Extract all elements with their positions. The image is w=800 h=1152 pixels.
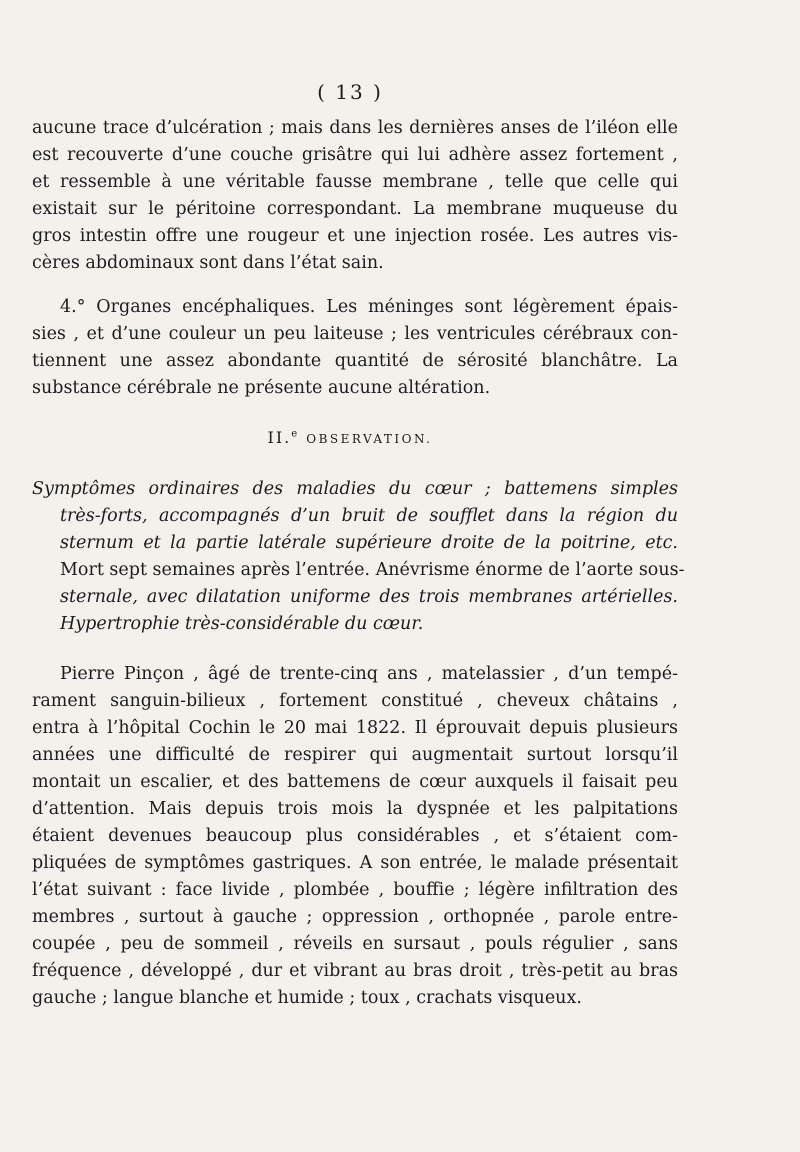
paragraph-line: entra à l’hôpital Cochin le 20 mai 1822. Il éprouvait depuis plusieurs <box>32 718 678 738</box>
section-heading <box>0 428 700 447</box>
paragraph-line: rament sanguin-bilieux , fortement constitué , cheveux châtains , <box>32 691 678 711</box>
summary-line: sternale, avec dilatation uniforme des trois membranes artérielles. <box>60 587 678 607</box>
paragraph-line: sies , et d’une couleur un peu laiteuse ; les ventricules cérébraux con- <box>32 324 678 344</box>
paragraph-line: étaient devenues beaucoup plus considérables , et s’étaient com- <box>32 826 678 846</box>
paragraph-line: 4.° Organes encéphaliques. Les méninges sont légèrement épais- <box>60 297 678 317</box>
section-numeral: II. <box>267 428 292 447</box>
paragraph-line: tiennent une assez abondante quantité de sérosité blanchâtre. La <box>32 351 678 371</box>
page-number: ( 13 ) <box>317 80 383 104</box>
paragraph-line: l’état suivant : face livide , plombée , bouffie ; légère infiltration des <box>32 880 678 900</box>
paragraph-line: Pierre Pinçon , âgé de trente-cinq ans , matelassier , d’un tempé- <box>60 664 678 684</box>
paragraph-line: existait sur le péritoine correspondant. La membrane muqueuse du <box>32 199 678 219</box>
summary-line: sternum et la partie latérale supérieure droite de la poitrine, etc. <box>60 533 678 553</box>
paragraph-line: gauche ; langue blanche et humide ; toux , crachats visqueux. <box>32 988 582 1008</box>
paragraph-line: pliquées de symptômes gastriques. A son entrée, le malade présentait <box>32 853 678 873</box>
paragraph-line: fréquence , développé , dur et vibrant au bras droit , très-petit au bras <box>32 961 678 981</box>
paragraph-line: aucune trace d’ulcération ; mais dans les dernières anses de l’iléon elle <box>32 118 678 138</box>
section-word: OBSERVATION. <box>306 432 433 446</box>
section-numeral-suffix: e <box>291 428 300 440</box>
paragraph-line: montait un escalier, et des battemens de cœur auxquels il faisait peu <box>32 772 678 792</box>
paragraph-line: membres , surtout à gauche ; oppression , orthopnée , parole entre- <box>32 907 678 927</box>
paragraph-line: substance cérébrale ne présente aucune altération. <box>32 378 491 398</box>
paragraph-line: cères abdominaux sont dans l’état sain. <box>32 253 384 273</box>
paragraph-line: d’attention. Mais depuis trois mois la dyspnée et les palpitations <box>32 799 678 819</box>
summary-line: très-forts, accompagnés d’un bruit de soufflet dans la région du <box>60 506 678 526</box>
paragraph-line: est recouverte d’une couche grisâtre qui lui adhère assez fortement , <box>32 145 678 165</box>
summary-line: Hypertrophie très-considérable du cœur. <box>60 614 424 634</box>
paragraph-line: gros intestin offre une rougeur et une injection rosée. Les autres vis- <box>32 226 678 246</box>
paragraph-line: et ressemble à une véritable fausse membrane , telle que celle qui <box>32 172 678 192</box>
summary-line: Mort sept semaines après l’entrée. Anévrisme énorme de l’aorte sous- <box>60 560 685 580</box>
paragraph-line: années une difficulté de respirer qui augmentait surtout lorsqu’il <box>32 745 678 765</box>
summary-line: Symptômes ordinaires des maladies du cœur ; battemens simples <box>32 479 678 499</box>
paragraph-line: coupée , peu de sommeil , réveils en sursaut , pouls régulier , sans <box>32 934 678 954</box>
